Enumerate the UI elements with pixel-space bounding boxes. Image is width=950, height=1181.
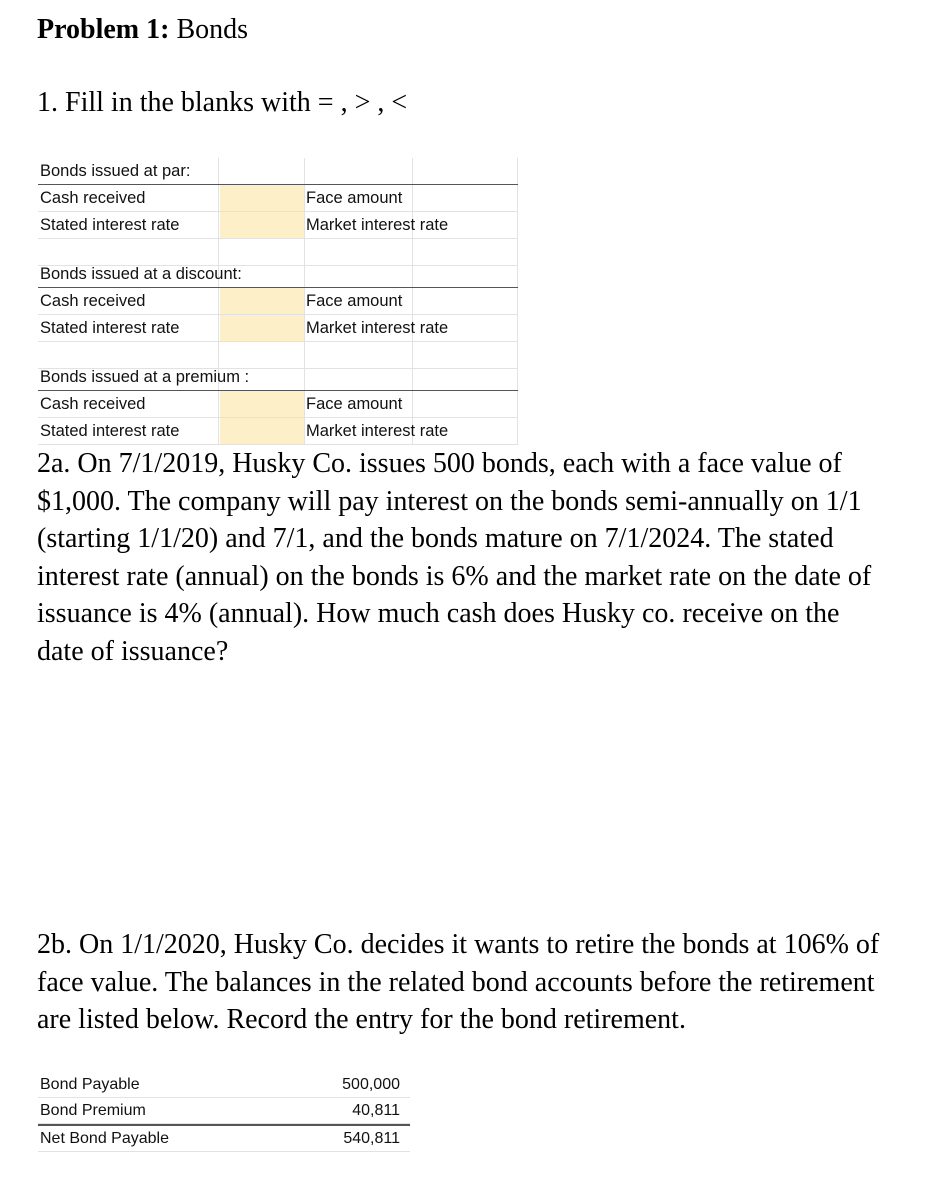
row-left-label: Cash received: [40, 189, 146, 207]
row-left-label: Cash received: [40, 292, 146, 310]
table-row: [38, 418, 518, 445]
premium-table: [38, 364, 518, 445]
answer-blank[interactable]: [220, 185, 304, 211]
table-row: [38, 315, 518, 342]
row-left-label: Stated interest rate: [40, 216, 180, 234]
account-label: Net Bond Payable: [40, 1130, 169, 1147]
table-total-row: [38, 1124, 410, 1152]
discount-table: [38, 261, 518, 369]
row-left-label: Stated interest rate: [40, 422, 180, 440]
problem-title-topic: Bonds: [169, 14, 249, 45]
question-2a-text: 2a. On 7/1/2019, Husky Co. issues 500 bonds, each with a face value of $1,000. The company will pay interest on the bonds semi-annually on 1/1 (starting 1/1/20) and 7/1, and the bonds mature on 7/1/2024. The stated interest rate (annual) on the bonds is 6% and the market rate on the date of issuance is 4% (annual). How much cash does Husky co. receive on the date of issuance?: [37, 448, 872, 667]
bond-balances-table: [38, 1072, 410, 1152]
table-heading-row: [38, 158, 518, 185]
row-left-label: Cash received: [40, 395, 146, 413]
table-row: [38, 185, 518, 212]
table-row: [38, 212, 518, 239]
table-row: [38, 391, 518, 418]
section-heading: Bonds issued at a premium :: [40, 368, 250, 386]
question-1-prompt: 1. Fill in the blanks with = , > , <: [37, 87, 408, 118]
account-label: Bond Premium: [40, 1102, 146, 1119]
answer-blank[interactable]: [220, 315, 304, 341]
section-heading: Bonds issued at par:: [40, 162, 191, 180]
answer-blank[interactable]: [220, 418, 304, 444]
table-heading-row: [38, 364, 518, 391]
row-right-label: Face amount: [306, 292, 403, 310]
table-row: [38, 1098, 410, 1124]
question-2b-text: 2b. On 1/1/2020, Husky Co. decides it wants to retire the bonds at 106% of face value. The balances in the related bond accounts before the retirement are listed below. Record the entry for the bond retirement.: [37, 929, 880, 1035]
account-amount: 500,000: [342, 1076, 400, 1093]
table-row: [38, 1072, 410, 1098]
row-right-label: Market interest rate: [306, 216, 449, 234]
table-heading-row: [38, 261, 518, 288]
row-right-label: Market interest rate: [306, 319, 449, 337]
table-row: [38, 288, 518, 315]
problem-title: [37, 14, 248, 46]
row-right-label: Face amount: [306, 395, 403, 413]
account-amount: 540,811: [343, 1130, 400, 1147]
row-right-label: Face amount: [306, 189, 403, 207]
answer-blank[interactable]: [220, 288, 304, 314]
problem-title-label: Problem 1:: [37, 14, 170, 45]
account-amount: 40,811: [352, 1102, 400, 1119]
account-label: Bond Payable: [40, 1076, 140, 1093]
answer-blank[interactable]: [220, 391, 304, 417]
par-table: [38, 158, 518, 266]
answer-blank[interactable]: [220, 212, 304, 238]
row-right-label: Market interest rate: [306, 422, 449, 440]
row-left-label: Stated interest rate: [40, 319, 180, 337]
section-heading: Bonds issued at a discount:: [40, 265, 242, 283]
